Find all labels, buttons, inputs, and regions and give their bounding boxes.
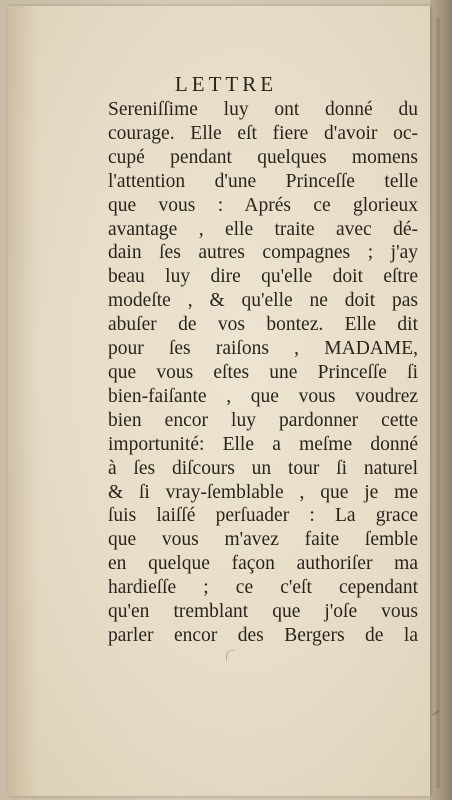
text-line: avantage , elle traite avec dé- xyxy=(108,218,418,240)
text-line: hardieſſe ; ce c'eſt cependant xyxy=(108,577,418,599)
text-line: que vous eſtes une Princeſſe ſi xyxy=(108,361,418,383)
text-line: Sereniſſime luy ont donné du xyxy=(108,99,418,120)
text-line: & ſi vray-ſemblable , que je me xyxy=(108,481,418,503)
text-line: abuſer de vos bontez. Elle dit xyxy=(108,314,418,336)
gutter-stain xyxy=(8,6,38,796)
page-edge-right xyxy=(430,0,452,800)
text-line: que vous : Aprés ce glorieux xyxy=(108,194,418,216)
text-line: bien encor luy pardonner cette xyxy=(108,409,418,431)
text-line: ſuis laiſſé perſuader : La grace xyxy=(108,505,418,527)
text-line: bien-faiſante , que vous voudrez xyxy=(108,385,418,407)
text-line: en quelque façon authoriſer ma xyxy=(108,553,418,575)
text-line: que vous m'avez faite ſemble xyxy=(108,529,418,551)
page-edge-shadow xyxy=(436,18,440,788)
text-line: beau luy dire qu'elle doit eſtre xyxy=(108,266,418,288)
text-line: parler encor des Bergers de la xyxy=(108,624,418,646)
text-line: cupé pendant quelques momens xyxy=(108,146,418,168)
text-line: importunité: Elle a meſme donné xyxy=(108,433,418,455)
text-line: l'attention d'une Princeſſe telle xyxy=(108,170,418,192)
running-head: LETTRE xyxy=(174,72,278,96)
ink-mark xyxy=(226,650,235,661)
text-line: dain ſes autres compagnes ; j'ay xyxy=(108,242,418,264)
text-line: à ſes diſcours un tour ſi naturel xyxy=(108,457,418,479)
text-line: qu'en tremblant que j'oſe vous xyxy=(108,601,418,623)
text-line: courage. Elle eſt fiere d'avoir oc- xyxy=(108,122,418,144)
body-text xyxy=(108,98,418,648)
text-line: modeſte , & qu'elle ne doit pas xyxy=(108,290,418,312)
text-line: pour ſes raiſons , MADAME, xyxy=(108,338,418,360)
